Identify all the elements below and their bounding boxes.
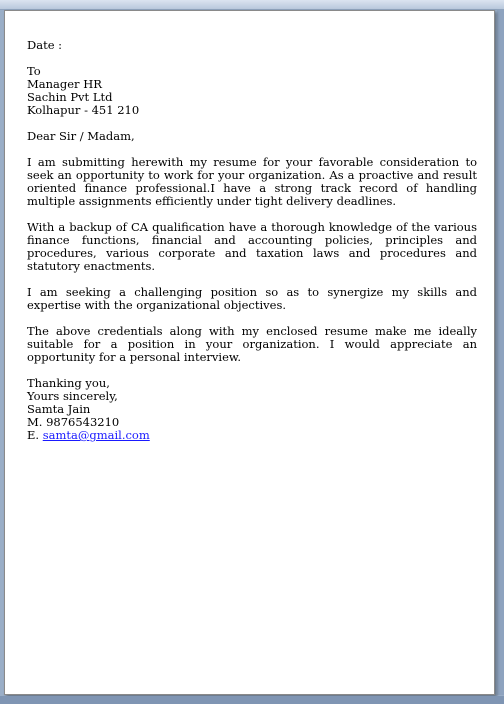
email-prefix: E.	[27, 428, 40, 442]
mobile-number: M. 9876543210	[27, 415, 120, 429]
paragraph-qualification: With a backup of CA qualification have a thorough knowledge of the various finance functions, financial and accounting policies, principles and procedures, various corporate and taxation laws and procedures and statutory enactments.	[27, 220, 477, 273]
email-line	[27, 429, 477, 442]
document-page	[4, 10, 495, 695]
sign-off: Yours sincerely,	[27, 389, 118, 403]
signature-name: Samta Jain	[27, 402, 91, 416]
cover-letter	[27, 39, 477, 442]
recipient-company: Sachin Pvt Ltd	[27, 90, 113, 104]
paragraph-objective: I am seeking a challenging position so as to synergize my skills and expertise with the organizational objectives.	[27, 285, 477, 312]
salutation: Dear Sir / Madam,	[27, 129, 135, 143]
recipient-address: Kolhapur - 451 210	[27, 103, 140, 117]
email-link[interactable]: samta@gmail.com	[42, 428, 150, 442]
window-top-bar	[0, 0, 504, 10]
date-label: Date :	[27, 38, 63, 52]
right-scroll-edge	[497, 10, 504, 695]
recipient-title: Manager HR	[27, 77, 102, 91]
window-bottom-bar	[0, 696, 504, 704]
paragraph-closing: The above credentials along with my enclosed resume make me ideally suitable for a position in your organization. I would appreciate an opportunity for a personal interview.	[27, 324, 477, 364]
thanking-line: Thanking you,	[27, 376, 110, 390]
paragraph-intro: I am submitting herewith my resume for your favorable consideration to seek an opportunity to work for your organization. As a proactive and result oriented finance professional.I have a strong track record of handling multiple assignments efficiently under tight delivery deadlines.	[27, 155, 477, 208]
to-label: To	[27, 64, 41, 78]
